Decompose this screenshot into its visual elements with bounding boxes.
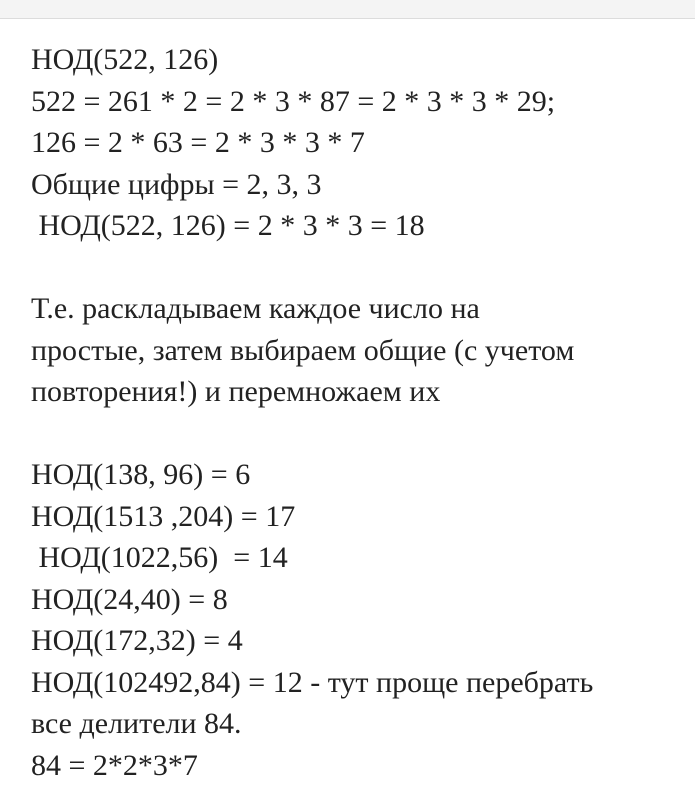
document-content (31, 39, 681, 786)
text-line: НОД(24,40) = 8 (31, 579, 681, 621)
blank-line (31, 247, 681, 289)
text-line: 522 = 261 * 2 = 2 * 3 * 87 = 2 * 3 * 3 * 29; (31, 81, 681, 123)
text-line: Т.е. раскладываем каждое число на (31, 288, 681, 330)
text-line: НОД(522, 126) (31, 39, 681, 81)
partial-text-line: 84 = 2*2*3*7 (31, 745, 681, 786)
text-line: 126 = 2 * 63 = 2 * 3 * 3 * 7 (31, 122, 681, 164)
blank-line (31, 413, 681, 455)
top-bar (0, 0, 695, 19)
text-line: НОД(102492,84) = 12 - тут проще перебрать (31, 662, 681, 704)
text-line: НОД(172,32) = 4 (31, 620, 681, 662)
text-line: НОД(522, 126) = 2 * 3 * 3 = 18 (31, 205, 681, 247)
text-line: повторения!) и перемножаем их (31, 371, 681, 413)
text-line: простые, затем выбираем общие (с учетом (31, 330, 681, 372)
text-line: все делители 84. (31, 703, 681, 745)
text-line: НОД(138, 96) = 6 (31, 454, 681, 496)
text-line: НОД(1022,56) = 14 (31, 537, 681, 579)
text-line: Общие цифры = 2, 3, 3 (31, 164, 681, 206)
text-line: НОД(1513 ,204) = 17 (31, 496, 681, 538)
